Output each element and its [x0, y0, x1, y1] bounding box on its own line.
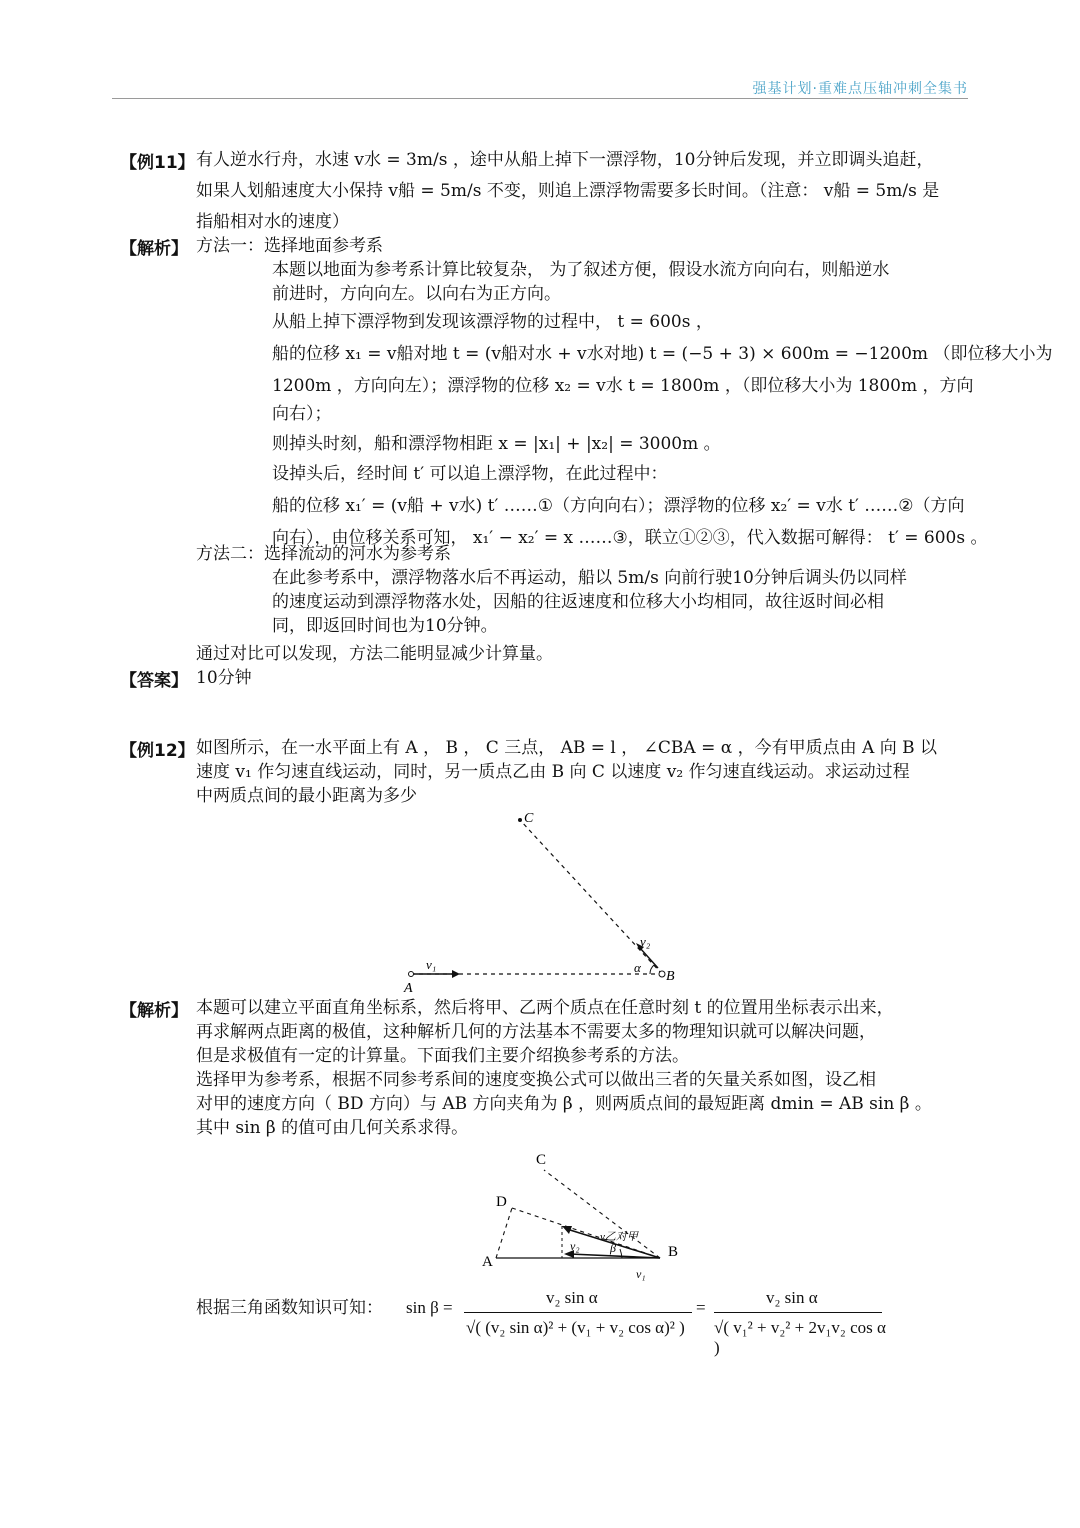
- answer-tag: 【答案】: [120, 671, 188, 691]
- text-line: 的速度运动到漂浮物落水处，因船的往返速度和位移大小均相同，故往返时间必相: [272, 592, 884, 612]
- label-alpha: α: [634, 960, 641, 975]
- header-divider: [112, 98, 968, 99]
- equals-sign: =: [696, 1298, 706, 1317]
- numerator-2: v₂ sin α: [766, 1288, 818, 1307]
- text-line: 设掉头后，经时间 t′ 可以追上漂浮物，在此过程中：: [272, 464, 668, 484]
- question-line: 如果人划船速度大小保持 v船 = 5m/s 不变，则追上漂浮物需要多长时间。（注意： v船 = 5m/s 是: [196, 181, 940, 201]
- text-line: 则掉头时刻，船和漂浮物相距 x = |x₁| + |x₂| = 3000m 。: [272, 434, 721, 454]
- segment-bc: [520, 820, 662, 974]
- analysis-tag: 【解析】: [120, 239, 188, 259]
- question-line: 指船相对水的速度）: [196, 212, 349, 232]
- label-beta: β: [610, 1241, 616, 1255]
- numerator-1: v₂ sin α: [546, 1288, 598, 1307]
- conclusion: 通过对比可以发现，方法二能明显减少计算量。: [196, 644, 553, 664]
- text-line: 1200m ，方向向左）；漂浮物的位移 x₂ = v水 t = 1800m ，（即位移大小为 1800m ，方向: [272, 376, 974, 396]
- text-line: 本题以地面为参考系计算比较复杂， 为了叙述方便，假设水流方向向右，则船逆水: [272, 260, 890, 280]
- label-c: C: [536, 1152, 547, 1168]
- text-line: 同，即返回时间也为10分钟。: [272, 616, 498, 636]
- example-12-analysis: [196, 996, 966, 1140]
- method-1-title: 方法一：选择地面参考系: [196, 236, 383, 256]
- formula: [406, 1288, 886, 1357]
- analysis-tag: 【解析】: [120, 1001, 188, 1021]
- method-2-title: 方法二：选择流动的河水为参考系: [196, 544, 451, 564]
- denominator-1: √( (v₂ sin α)² + (v₁ + v₂ cos α)² ): [466, 1318, 685, 1337]
- text-line: 在此参考系中，漂浮物落水后不再运动，船以 5m/s 向前行驶10分钟后调头仍以同样: [272, 568, 907, 588]
- text-line: 选择甲为参考系，根据不同参考系间的速度变换公式可以做出三者的矢量关系如图，设乙相: [196, 1070, 876, 1090]
- question-line: 有人逆水行舟，水速 v水 = 3m/s ，途中从船上掉下一漂浮物，10分钟后发现，并立即调头追赶，: [196, 150, 934, 170]
- text-line: 向右）；: [272, 404, 332, 424]
- label-d: D: [496, 1194, 507, 1210]
- denominator-2: √( v₁² + v₂² + 2v₁v₂ cos α ): [714, 1318, 886, 1357]
- text-line: 其中 sin β 的值可由几何关系求得。: [196, 1118, 469, 1138]
- text-line: 前进时，方向向左。以向右为正方向。: [272, 284, 561, 304]
- alpha-arc: [650, 965, 654, 974]
- text-line: 再求解两点距离的极值，这种解析几何的方法基本不需要太多的物理知识就可以解决问题，: [196, 1022, 876, 1042]
- question-line: 如图所示，在一水平面上有 A ， B ， C 三点， AB = l ， ∠CBA = α ，今有甲质点由 A 向 B 以: [196, 738, 938, 758]
- segment-ad: [496, 1208, 512, 1258]
- example-12-question: [196, 736, 966, 808]
- example-11-question: [196, 148, 966, 234]
- label-b: B: [668, 1244, 679, 1260]
- label-v1: v₁: [636, 1267, 646, 1281]
- figure-vector-relation: [474, 1146, 704, 1286]
- text-line: 船的位移 x₁ = v船对地 t = (v船对水 + v水对地) t = (−5 + 3) × 600m = −1200m （即位移大小为: [272, 344, 1053, 364]
- label-b: B: [666, 969, 675, 984]
- figure-triangle-abc: [400, 806, 690, 996]
- text-line: 本题可以建立平面直角坐标系，然后将甲、乙两个质点在任意时刻 t 的位置用坐标表示出来，: [196, 998, 894, 1018]
- label-v-rel: v乙对甲: [600, 1231, 638, 1243]
- formula-lhs: sin β =: [406, 1298, 453, 1317]
- point-c: [518, 818, 522, 822]
- question-line: 速度 v₁ 作匀速直线运动，同时，另一质点乙由 B 向 C 以速度 v₂ 作匀速直线运动。求运动过程: [196, 762, 910, 782]
- text-line: 船的位移 x₁′ = (v船 + v水) t′ ……①（方向向右）；漂浮物的位移 x₂′ = v水 t′ ……②（方向: [272, 496, 965, 516]
- point-a: [409, 972, 414, 977]
- fraction-bar-2: [714, 1312, 882, 1313]
- answer-text: 10分钟: [196, 668, 252, 688]
- text-line: 对甲的速度方向（ BD 方向）与 AB 方向夹角为 β ，则两质点间的最短距离 dmin = AB sin β 。: [196, 1094, 932, 1114]
- segment-bc: [544, 1170, 660, 1258]
- text-line: 向右），由位移关系可知， x₁′ − x₂′ = x ……③，联立①②③，代入数据可解得： t′ = 600s 。: [272, 528, 988, 548]
- method-2-body: [272, 566, 962, 638]
- point-b: [659, 971, 665, 977]
- text-line: 从船上掉下漂浮物到发现该漂浮物的过程中， t = 600s ，: [272, 312, 713, 332]
- example-12-tag: 【例12】: [120, 741, 195, 761]
- method-1-body: [272, 258, 1053, 550]
- label-v2: v₂: [640, 934, 651, 949]
- example-11-tag: 【例11】: [120, 153, 195, 173]
- question-line: 中两质点间的最小距离为多少: [196, 786, 417, 806]
- text-line: 但是求极值有一定的计算量。下面我们主要介绍换参考系的方法。: [196, 1046, 689, 1066]
- running-header: 强基计划·重难点压轴冲刺全集书: [752, 81, 968, 97]
- v2-arrowhead: [562, 1226, 572, 1234]
- label-a: A: [482, 1254, 493, 1270]
- label-c: C: [524, 811, 534, 826]
- label-a: A: [404, 981, 413, 996]
- label-v1: v₁: [426, 957, 437, 972]
- label-v2: v₂: [570, 1239, 580, 1253]
- formula-prefix: 根据三角函数知识可知：: [196, 1298, 383, 1318]
- fraction-bar-1: [464, 1312, 692, 1313]
- v1-arrowhead: [452, 970, 460, 978]
- v2-arrow: [640, 948, 658, 968]
